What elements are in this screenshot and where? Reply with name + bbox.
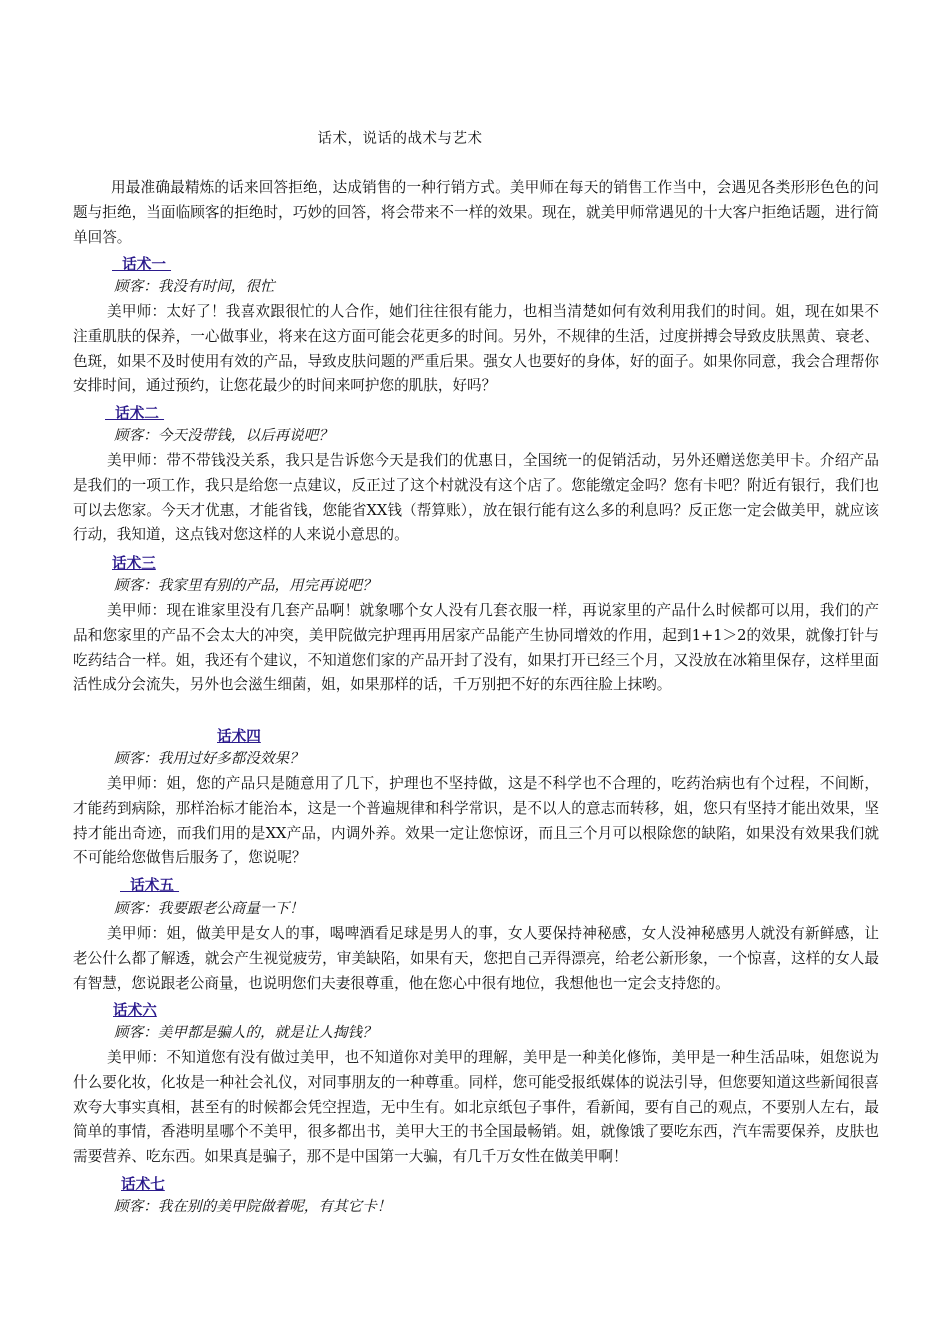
customer-question-6: 顾客：美甲都是骗人的，就是让人掏钱？ [114, 1024, 377, 1041]
answer-paragraph-5: 美甲师：姐，做美甲是女人的事，喝啤酒看足球是男人的事，女人要保持神秘感，女人没神秘感男人就没有新鲜感，让老公什么都了解透，就会产生视觉疲劳，审美缺陷，如果有天，您把自己弄得漂亮，给老公新形象，一个惊喜，这样的女人最有智慧，您说跟老公商量，也说明您们夫妻很尊重，他在您心中很有地位，我想他也一定会支持您的。 [73, 925, 879, 992]
section-heading-2: 话术二 [105, 405, 165, 422]
answer-paragraph-3: 美甲师：现在谁家里没有几套产品啊！就象哪个女人没有几套衣服一样，再说家里的产品什么时候都可以用，我们的产品和您家里的产品不会太大的冲突，美甲院做完护理再用居家产品能产生协同增效的作用，起到1+1＞2的效果，就像打针与吃药结合一样。姐，我还有个建议，不知道您们家的产品开封了没有，如果打开已经三个月，又没放在冰箱里保存，这样里面活性成分会流失，另外也会滋生细菌，姐，如果那样的话，千万别把不好的东西往脸上抹哟。 [73, 602, 879, 694]
answer-paragraph-2: 美甲师：带不带钱没关系，我只是告诉您今天是我们的优惠日，全国统一的促销活动，另外还赠送您美甲卡。介绍产品是我们的一项工作，我只是给您一点建议，反正过了这个村就没有这个店了。您能缴定金吗？您有卡吧？附近有银行，我们也可以去您家。今天才优惠，才能省钱，您能省XX钱（帮算账），放在银行能有这么多的利息吗？反正您一定会做美甲，就应该行动，我知道，这点钱对您这样的人来说小意思的。 [73, 452, 879, 544]
section-heading-1: 话术一 [112, 256, 172, 273]
section-heading-3: 话术三 [112, 555, 156, 572]
section-heading-4: 话术四 [217, 728, 261, 745]
customer-question-7: 顾客：我在别的美甲院做着呢，有其它卡！ [114, 1198, 392, 1215]
customer-question-3: 顾客：我家里有别的产品，用完再说吧？ [114, 577, 377, 594]
customer-question-5: 顾客：我要跟老公商量一下！ [114, 900, 304, 917]
answer-paragraph-4: 美甲师：姐，您的产品只是随意用了几下，护理也不坚持做，这是不科学也不合理的，吃药治病也有个过程，不间断，才能药到病除，那样治标才能治本，这是一个普遍规律和科学常识，是不以人的意志而转移，姐，您只有坚持才能出效果，坚持才能出奇迹，而我们用的是XX产品，内调外养。效果一定让您惊讶，而且三个月可以根除您的缺陷，如果没有效果我们就不可能给您做售后服务了，您说呢？ [73, 775, 879, 867]
document-title: 话术，说话的战术与艺术 [317, 131, 483, 147]
intro-paragraph: 用最准确最精炼的话来回答拒绝，达成销售的一种行销方式。美甲师在每天的销售工作当中，会遇见各类形形色色的问题与拒绝，当面临顾客的拒绝时，巧妙的回答，将会带来不一样的效果。现在，就美甲师常遇见的十大客户拒绝话题，进行简单回答。 [73, 179, 879, 246]
section-heading-5: 话术五 [120, 877, 180, 894]
answer-paragraph-6: 美甲师：不知道您有没有做过美甲，也不知道你对美甲的理解，美甲是一种美化修饰，美甲是一种生活品味，姐您说为什么要化妆，化妆是一种社会礼仪，对同事朋友的一种尊重。同样，您可能受报纸媒体的说法引导，但您要知道这些新闻很喜欢夸大事实真相，甚至有的时候都会凭空捏造，无中生有。如北京纸包子事件，看新闻，要有自己的观点，不要别人左右，最简单的事情，香港明星哪个不美甲，很多都出书，美甲大王的书全国最畅销。姐，就像饿了要吃东西，汽车需要保养，皮肤也需要营养、吃东西。如果真是骗子，那不是中国第一大骗，有几千万女性在做美甲啊！ [73, 1049, 879, 1166]
section-heading-6: 话术六 [113, 1002, 157, 1019]
customer-question-2: 顾客：今天没带钱，以后再说吧？ [114, 427, 333, 444]
answer-paragraph-1: 美甲师：太好了！我喜欢跟很忙的人合作，她们往往很有能力，也相当清楚如何有效利用我们的时间。姐，现在如果不注重肌肤的保养，一心做事业，将来在这方面可能会花更多的时间。另外，不规律的生活，过度拼搏会导致皮肤黑黄、衰老、色斑，如果不及时使用有效的产品，导致皮肤问题的严重后果。强女人也要好的身体，好的面子。如果你同意，我会合理帮你安排时间，通过预约，让您花最少的时间来呵护您的肌肤，好吗？ [73, 303, 879, 395]
customer-question-1: 顾客：我没有时间，很忙 [114, 278, 275, 295]
section-heading-7: 话术七 [121, 1176, 165, 1193]
customer-question-4: 顾客：我用过好多都没效果？ [114, 750, 304, 767]
